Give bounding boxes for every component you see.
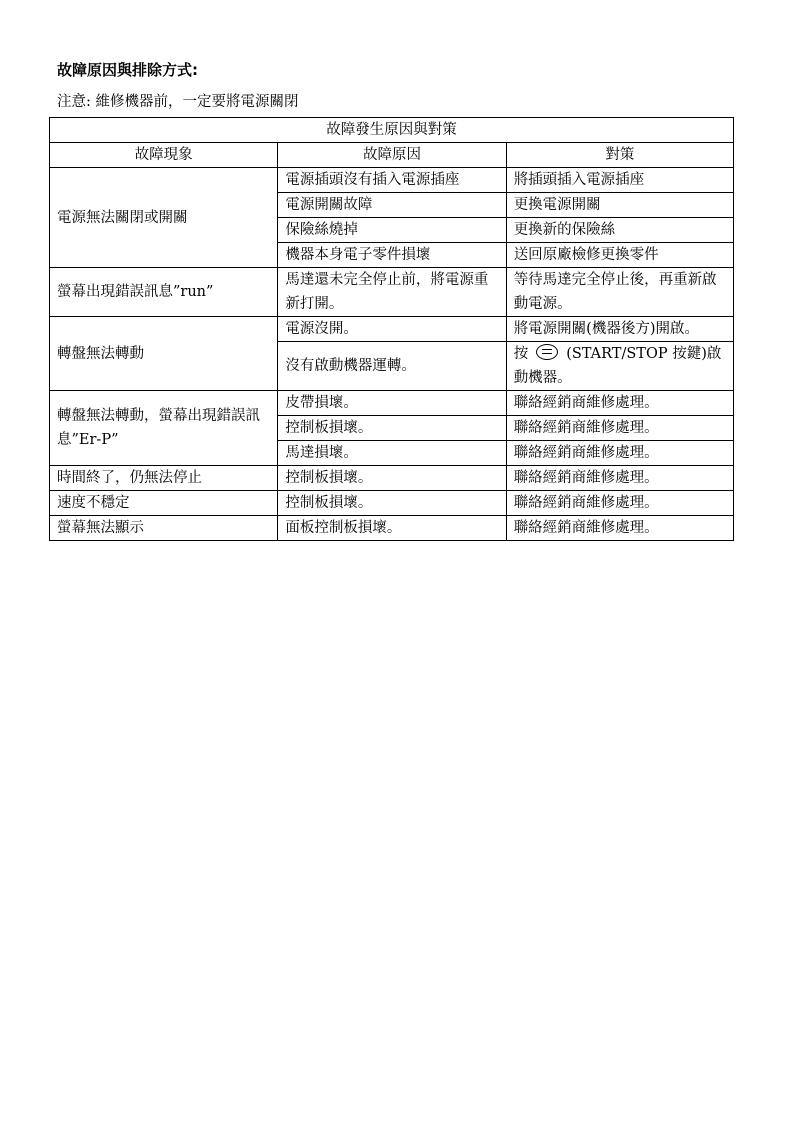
table-row <box>50 466 734 491</box>
symptom-cell: 螢幕無法顯示 <box>50 516 278 541</box>
solution-cell: 等待馬達完全停止後，再重新啟動電源。 <box>506 268 733 317</box>
table-header-row <box>50 143 734 168</box>
table-row <box>50 268 734 317</box>
solution-cell: 聯絡經銷商維修處理。 <box>506 391 733 416</box>
header-symptom: 故障現象 <box>50 143 278 168</box>
cause-cell: 沒有啟動機器運轉。 <box>278 342 506 391</box>
cause-cell: 馬達還未完全停止前，將電源重新打開。 <box>278 268 506 317</box>
cause-cell: 控制板損壞。 <box>278 416 506 441</box>
cause-cell: 電源開關故障 <box>278 193 506 218</box>
solution-cell: 聯絡經銷商維修處理。 <box>506 416 733 441</box>
safety-note: 注意: 維修機器前，一定要將電源關閉 <box>57 94 299 110</box>
cause-cell: 保險絲燒掉 <box>278 218 506 243</box>
symptom-cell: 轉盤無法轉動，螢幕出現錯誤訊息”Er-P” <box>50 391 278 466</box>
cause-cell: 控制板損壞。 <box>278 466 506 491</box>
cause-cell: 皮帶損壞。 <box>278 391 506 416</box>
header-cause: 故障原因 <box>278 143 506 168</box>
solution-cell: 聯絡經銷商維修處理。 <box>506 466 733 491</box>
cause-cell: 電源沒開。 <box>278 317 506 342</box>
table-row <box>50 317 734 342</box>
solution-cell: 聯絡經銷商維修處理。 <box>506 441 733 466</box>
solution-cell: 聯絡經銷商維修處理。 <box>506 516 733 541</box>
solution-cell: 更換電源開關 <box>506 193 733 218</box>
cause-cell: 馬達損壞。 <box>278 441 506 466</box>
table-row <box>50 391 734 416</box>
start-stop-button-icon <box>536 344 558 360</box>
table-title: 故障發生原因與對策 <box>50 118 734 143</box>
symptom-cell: 速度不穩定 <box>50 491 278 516</box>
troubleshooting-table <box>49 117 734 541</box>
cause-cell: 面板控制板損壞。 <box>278 516 506 541</box>
solution-cell: 聯絡經銷商維修處理。 <box>506 491 733 516</box>
header-solution: 對策 <box>506 143 733 168</box>
cause-cell: 控制板損壞。 <box>278 491 506 516</box>
solution-cell: 送回原廠檢修更換零件 <box>506 243 733 268</box>
table-row <box>50 491 734 516</box>
solution-cell <box>506 342 733 391</box>
section-heading: 故障原因與排除方式: <box>57 61 198 79</box>
symptom-cell: 螢幕出現錯誤訊息”run” <box>50 268 278 317</box>
solution-cell: 將插頭插入電源插座 <box>506 168 733 193</box>
table-row <box>50 168 734 193</box>
symptom-cell: 轉盤無法轉動 <box>50 317 278 391</box>
solution-text-post: (START/STOP 按鍵)啟動機器。 <box>513 346 722 386</box>
table-row <box>50 516 734 541</box>
symptom-cell: 時間終了，仍無法停止 <box>50 466 278 491</box>
solution-cell: 將電源開關(機器後方)開啟。 <box>506 317 733 342</box>
symptom-cell: 電源無法關閉或開關 <box>50 168 278 268</box>
solution-text-pre: 按 <box>513 346 529 362</box>
table-title-row <box>50 118 734 143</box>
cause-cell: 機器本身電子零件損壞 <box>278 243 506 268</box>
cause-cell: 電源插頭沒有插入電源插座 <box>278 168 506 193</box>
solution-cell: 更換新的保險絲 <box>506 218 733 243</box>
